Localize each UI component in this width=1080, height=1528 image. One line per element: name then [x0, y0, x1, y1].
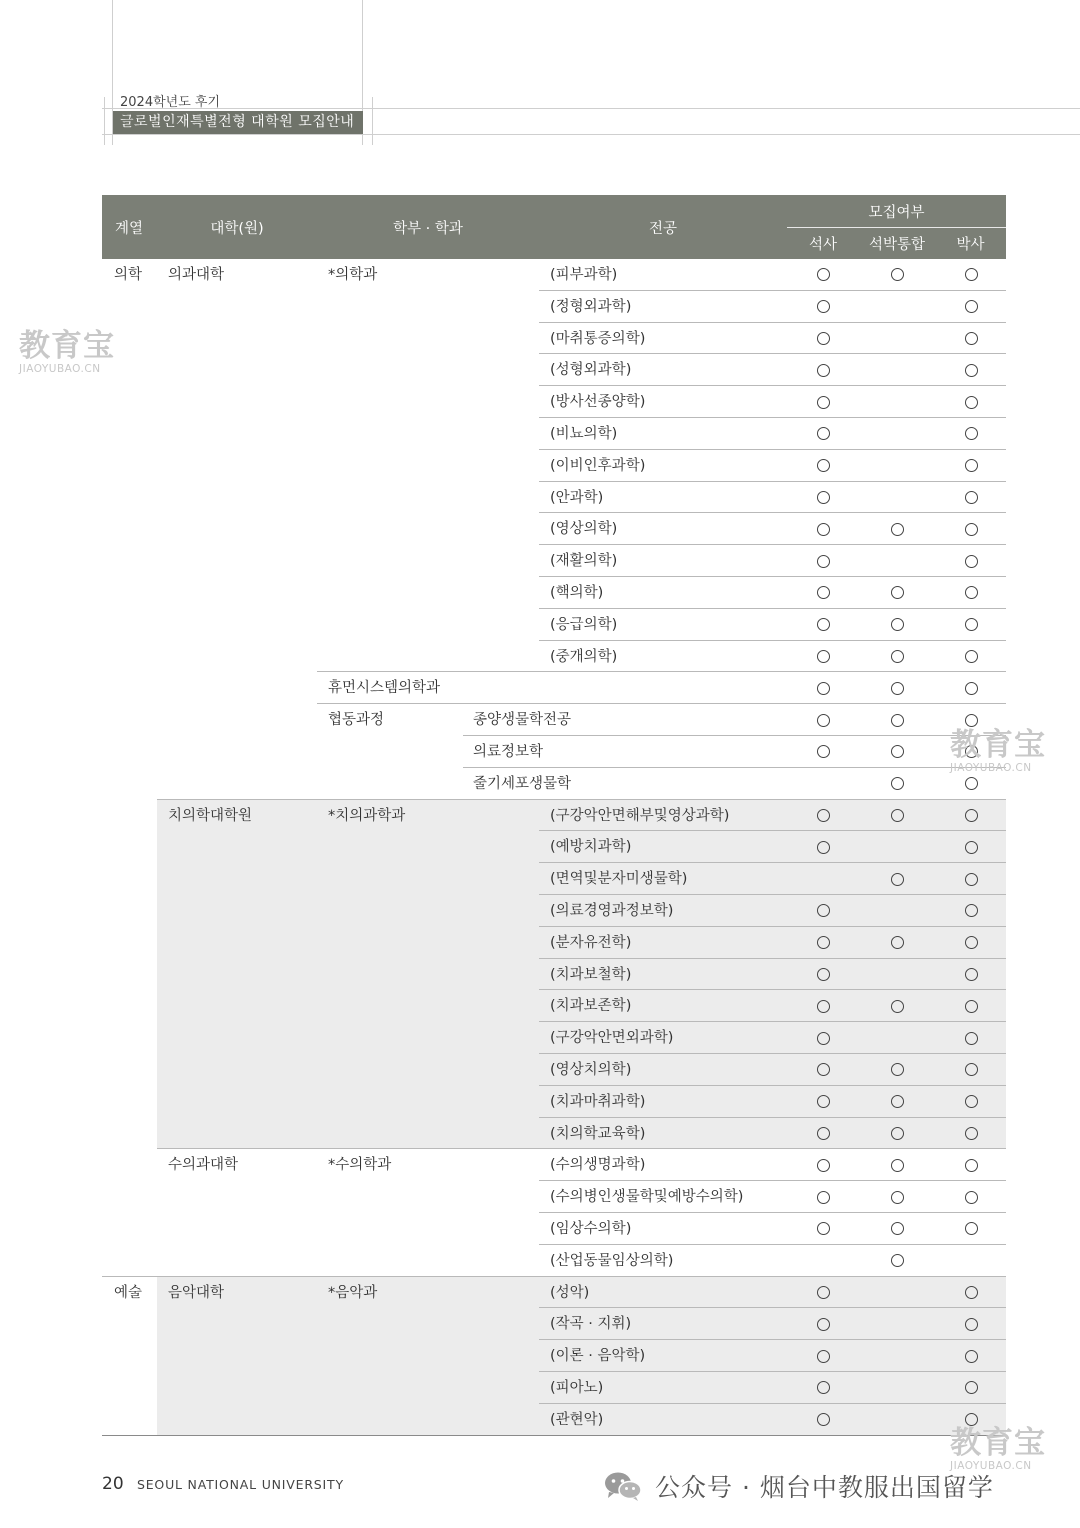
available-mark-masters [817, 1095, 830, 1108]
header-department: 학부 · 학과 [317, 195, 539, 259]
available-mark-masters [817, 1318, 830, 1331]
available-mark-doctoral [965, 1000, 978, 1013]
row-divider [539, 608, 1006, 609]
frame-line [104, 97, 105, 145]
available-mark-masters [817, 650, 830, 663]
cell-major: (영상의학) [550, 521, 618, 538]
row-divider [539, 894, 1006, 895]
row-divider [539, 1180, 1006, 1181]
available-mark-masters [817, 1413, 830, 1426]
available-mark-masters [817, 904, 830, 917]
cell-major: (이론 · 음악학) [550, 1348, 646, 1365]
available-mark-masters [817, 841, 830, 854]
available-mark-masters [817, 586, 830, 599]
row-divider [157, 1148, 1006, 1149]
frame-line [102, 134, 1080, 135]
cell-major: (구강악안면외과학) [550, 1030, 674, 1047]
row-divider [539, 1339, 1006, 1340]
year-label: 2024학년도 후기 [120, 95, 221, 110]
cell-college: 음악대학 [168, 1284, 225, 1301]
cell-major: (핵의학) [550, 585, 604, 601]
cell-major: (분자유전학) [550, 934, 632, 951]
wechat-icon [603, 1471, 643, 1501]
watermark [950, 727, 1046, 774]
available-mark-doctoral [965, 1127, 978, 1140]
cell-major: (응급의학) [550, 616, 618, 633]
watermark-brand: 教育宝 [950, 1425, 1046, 1461]
available-mark-doctoral [965, 586, 978, 599]
row-divider [539, 353, 1006, 354]
frame-line [102, 108, 1080, 109]
watermark-domain: JIAOYUBAO.CN [950, 762, 1032, 774]
available-mark-doctoral [965, 968, 978, 981]
available-mark-integrated [891, 1095, 904, 1108]
page-number: 20 [102, 1474, 124, 1494]
cell-college: 의과대학 [168, 267, 225, 283]
row-divider [102, 1276, 1006, 1277]
available-mark-doctoral [965, 332, 978, 345]
page-title: 글로벌인재특별전형 대학원 모집안내 [113, 111, 363, 134]
row-divider [539, 544, 1006, 545]
cell-major: (성악) [550, 1284, 590, 1301]
available-mark-doctoral [965, 1318, 978, 1331]
available-mark-masters [817, 1000, 830, 1013]
available-mark-doctoral [965, 682, 978, 695]
cell-college: 치의학대학원 [168, 807, 253, 824]
row-divider [539, 576, 1006, 577]
available-mark-masters [817, 1191, 830, 1204]
available-mark-doctoral [965, 1222, 978, 1235]
cell-major: (수의병인생물학및예방수의학) [550, 1189, 744, 1206]
cell-department: *수의학과 [328, 1157, 392, 1174]
row-divider [539, 1085, 1006, 1086]
available-mark-doctoral [965, 873, 978, 886]
row-divider [539, 1117, 1006, 1118]
available-mark-masters [817, 745, 830, 758]
header-integrated: 석박통합 [859, 228, 935, 259]
wechat-caption [603, 1468, 994, 1504]
available-mark-integrated [891, 523, 904, 536]
available-mark-integrated [891, 936, 904, 949]
cell-major: (성형외과학) [550, 362, 632, 379]
cell-major: (구강악안면해부및영상과학) [550, 807, 730, 824]
available-mark-masters [817, 682, 830, 695]
cell-major: (산업동물임상의학) [550, 1252, 674, 1269]
row-divider [463, 735, 1006, 736]
available-mark-doctoral [965, 936, 978, 949]
available-mark-doctoral [965, 904, 978, 917]
available-mark-masters [817, 268, 830, 281]
cell-major: (재활의학) [550, 553, 618, 570]
available-mark-doctoral [965, 1286, 978, 1299]
available-mark-masters [817, 459, 830, 472]
available-mark-doctoral [965, 1381, 978, 1394]
row-divider [539, 322, 1006, 323]
row-divider [539, 830, 1006, 831]
available-mark-doctoral [965, 300, 978, 313]
row-divider [539, 449, 1006, 450]
cell-major: (관현악) [550, 1411, 604, 1428]
cell-major: (의료경영과정보학) [550, 903, 674, 919]
available-mark-masters [817, 1032, 830, 1045]
cell-major: (비뇨의학) [550, 426, 618, 442]
cell-major: (치과마취과학) [550, 1093, 646, 1110]
available-mark-doctoral [965, 523, 978, 536]
available-mark-masters [817, 1127, 830, 1140]
available-mark-integrated [891, 1127, 904, 1140]
available-mark-doctoral [965, 427, 978, 440]
available-mark-masters [817, 1222, 830, 1235]
cell-major: (이비인후과학) [550, 457, 646, 474]
header-series: 계열 [102, 195, 157, 259]
available-mark-integrated [891, 1063, 904, 1076]
cell-major: (안과학) [550, 489, 604, 506]
available-mark-doctoral [965, 396, 978, 409]
available-mark-doctoral [965, 714, 978, 727]
university-name: SEOUL NATIONAL UNIVERSITY [137, 1477, 344, 1492]
available-mark-masters [817, 936, 830, 949]
row-divider [539, 958, 1006, 959]
available-mark-integrated [891, 682, 904, 695]
row-divider [539, 1212, 1006, 1213]
cell-department: *음악과 [328, 1284, 378, 1301]
cell-college: 수의과대학 [168, 1157, 239, 1174]
row-divider [539, 385, 1006, 386]
available-mark-integrated [891, 1191, 904, 1204]
available-mark-doctoral [965, 1350, 978, 1363]
available-mark-integrated [891, 777, 904, 790]
row-divider [539, 640, 1006, 641]
available-mark-doctoral [965, 364, 978, 377]
wechat-text: 公众号 · 烟台中教服出国留学 [655, 1473, 994, 1502]
available-mark-masters [817, 809, 830, 822]
watermark [19, 328, 115, 375]
cell-department: *치의과학과 [328, 807, 406, 824]
row-divider [539, 1307, 1006, 1308]
cell-program: 의료정보학 [473, 744, 544, 760]
available-mark-doctoral [965, 1095, 978, 1108]
row-divider [102, 1435, 1006, 1436]
row-divider [539, 290, 1006, 291]
row-divider [539, 1244, 1006, 1245]
cell-major: (임상수의학) [550, 1221, 632, 1237]
row-divider [157, 799, 1006, 800]
available-mark-integrated [891, 1254, 904, 1267]
available-mark-integrated [891, 1159, 904, 1172]
watermark-domain: JIAOYUBAO.CN [950, 1460, 1032, 1472]
row-divider [317, 671, 1006, 672]
cell-series: 예술 [114, 1284, 143, 1301]
cell-department: 협동과정 [328, 712, 385, 729]
row-divider [463, 767, 1006, 768]
cell-major: (마취통증의학) [550, 330, 646, 347]
available-mark-masters [817, 1381, 830, 1394]
cell-major: (방사선종양학) [550, 394, 646, 411]
available-mark-doctoral [965, 1159, 978, 1172]
available-mark-doctoral [965, 555, 978, 568]
available-mark-doctoral [965, 777, 978, 790]
cell-major: (예방치과학) [550, 839, 632, 856]
row-divider [539, 417, 1006, 418]
header-masters: 석사 [787, 228, 859, 259]
row-divider [539, 1053, 1006, 1054]
available-mark-integrated [891, 650, 904, 663]
row-divider [539, 1403, 1006, 1404]
row-divider [539, 862, 1006, 863]
watermark-domain: JIAOYUBAO.CN [19, 363, 101, 375]
cell-major: (영상치의학) [550, 1062, 632, 1078]
available-mark-integrated [891, 809, 904, 822]
cell-major: (면역및분자미생물학) [550, 871, 688, 888]
available-mark-masters [817, 1286, 830, 1299]
row-divider [539, 926, 1006, 927]
cell-major: (치과보철학) [550, 966, 632, 983]
row-divider [539, 1021, 1006, 1022]
available-mark-doctoral [965, 809, 978, 822]
cell-major: (수의생명과학) [550, 1157, 646, 1174]
watermark-brand: 教育宝 [19, 328, 115, 364]
available-mark-masters [817, 1159, 830, 1172]
cell-program: 종양생물학전공 [473, 712, 572, 729]
available-mark-masters [817, 555, 830, 568]
cell-major: (작곡 · 지휘) [550, 1316, 632, 1333]
available-mark-doctoral [965, 618, 978, 631]
available-mark-doctoral [965, 841, 978, 854]
available-mark-masters [817, 396, 830, 409]
available-mark-integrated [891, 586, 904, 599]
cell-major: (치과보존학) [550, 998, 632, 1015]
watermark-brand: 教育宝 [950, 727, 1046, 763]
header-recruitment: 모집여부 [787, 195, 1006, 227]
row-divider [539, 989, 1006, 990]
available-mark-masters [817, 618, 830, 631]
available-mark-masters [817, 1350, 830, 1363]
available-mark-integrated [891, 1222, 904, 1235]
available-mark-masters [817, 714, 830, 727]
cell-series: 의학 [114, 267, 143, 283]
row-divider [539, 1371, 1006, 1372]
available-mark-integrated [891, 268, 904, 281]
cell-program: 줄기세포생물학 [473, 775, 572, 792]
available-mark-doctoral [965, 491, 978, 504]
available-mark-doctoral [965, 459, 978, 472]
row-divider [317, 703, 1006, 704]
row-divider [539, 512, 1006, 513]
cell-major: (피아노) [550, 1380, 604, 1396]
available-mark-doctoral [965, 1032, 978, 1045]
row-divider [539, 481, 1006, 482]
frame-line [372, 97, 373, 145]
header-doctoral: 박사 [935, 228, 1006, 259]
available-mark-integrated [891, 1000, 904, 1013]
available-mark-integrated [891, 745, 904, 758]
available-mark-masters [817, 968, 830, 981]
available-mark-masters [817, 491, 830, 504]
available-mark-integrated [891, 873, 904, 886]
available-mark-integrated [891, 618, 904, 631]
available-mark-masters [817, 427, 830, 440]
cell-department: *의학과 [328, 267, 378, 283]
cell-major: (중개의학) [550, 648, 618, 665]
available-mark-integrated [891, 714, 904, 727]
available-mark-masters [817, 332, 830, 345]
header-college: 대학(원) [157, 195, 317, 259]
available-mark-masters [817, 364, 830, 377]
cell-major: (피부과학) [550, 267, 618, 283]
cell-major: (정형외과학) [550, 298, 632, 315]
available-mark-doctoral [965, 1063, 978, 1076]
available-mark-doctoral [965, 650, 978, 663]
cell-department: 휴먼시스템의학과 [328, 680, 441, 697]
cell-major: (치의학교육학) [550, 1125, 646, 1142]
header-major: 전공 [539, 195, 787, 259]
available-mark-doctoral [965, 268, 978, 281]
watermark [950, 1425, 1046, 1472]
available-mark-doctoral [965, 1191, 978, 1204]
available-mark-masters [817, 523, 830, 536]
available-mark-masters [817, 1063, 830, 1076]
available-mark-masters [817, 300, 830, 313]
